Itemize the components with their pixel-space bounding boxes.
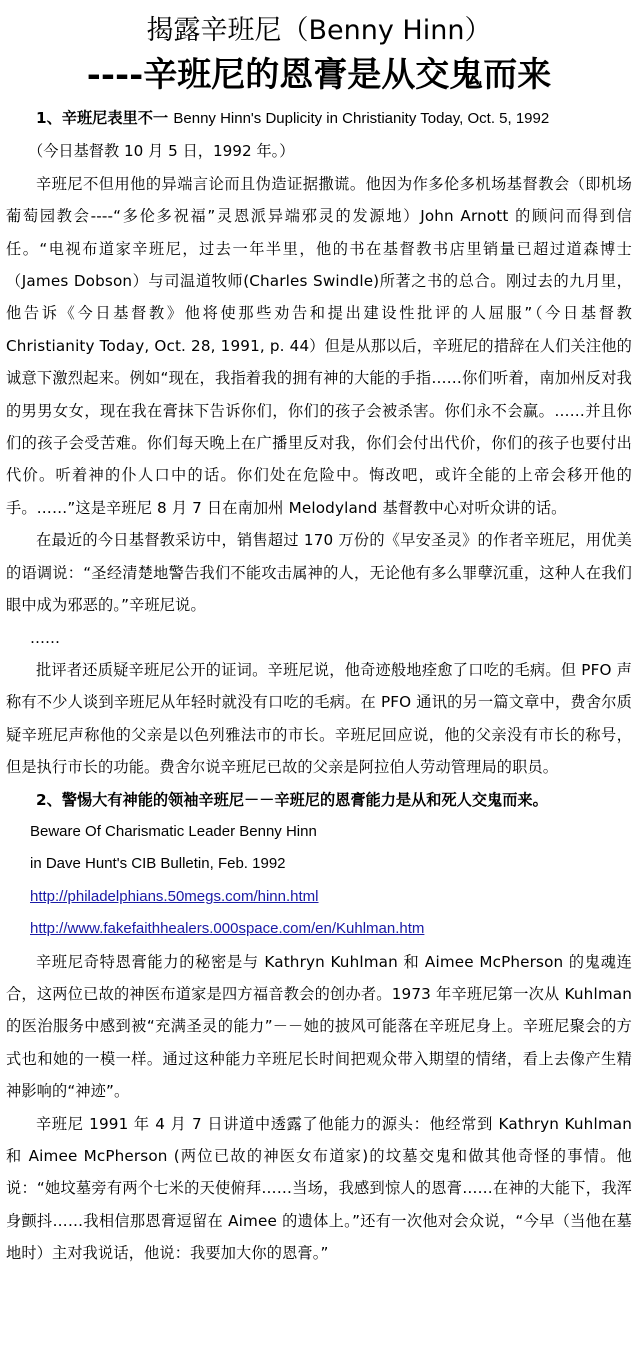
section2-paragraph-1: 辛班尼奇特恩膏能力的秘密是与 Kathryn Kuhlman 和 Aimee McPherson 的鬼魂连合，这两位已故的神医布道家是四方福音教会的创办者。1973 年辛班尼第一次从 Kuhlman 的医治服务中感到被“充满圣灵的能力”－－她的披风可能落在辛班尼身上。辛班尼聚会的方式也和她的一模一样。通过这种能力辛班尼长时间把观众带入期望的情绪，看上去像产生精神影响的“神迹”。 xyxy=(6,952,632,1101)
section1-heading-en: Benny Hinn's Duplicity in Christianity Today, Oct. 5, 1992 xyxy=(173,110,550,127)
section1-subline: （今日基督教 10 月 5 日，1992 年。） xyxy=(28,142,295,161)
section2-link-kuhlman[interactable]: http://www.fakefaithhealers.000space.com/en/Kuhlman.htm xyxy=(30,920,425,938)
section2-source-title: Beware Of Charismatic Leader Benny Hinn xyxy=(30,822,317,840)
section1-heading xyxy=(6,102,632,135)
section2-heading: 2、警惕大有神能的领袖辛班尼－－辛班尼的恩膏能力是从和死人交鬼而来。 xyxy=(36,790,548,809)
section1-paragraph-1: 辛班尼不但用他的异端言论而且伪造证据撒谎。他因为作多伦多机场基督教会（即机场葡萄园教会----“多伦多祝福”灵恩派异端邪灵的发源地）John Arnott 的顾问而得到信任。“电视布道家辛班尼，过去一年半里，他的书在基督教书店里销量已超过道森博士（James Dobson）与司温道牧师(Charles Swindle)所著之书的总合。刚过去的九月里，他告诉《今日基督教》他将使那些劝告和提出建设性批评的人屈服”（今日基督教 Christianity Today, Oct. 28, 1991, p. 44）但是从那以后，辛班尼的措辞在人们关注他的诚意下激烈起来。例如“现在，我指着我的拥有神的大能的手指……你们听着，南加州反对我的男男女女，现在我在膏抹下告诉你们，你们的孩子会被杀害。你们永不会赢。……并且你们的孩子会受苦难。你们每天晚上在广播里反对我，你们会付出代价，你们的孩子也要付出代价。听着神的仆人口中的话。你们处在危险中。悔改吧，或许全能的上帝会移开他的手。……”这是辛班尼 8 月 7 日在南加州 Melodyland 基督教中心对听众讲的话。 xyxy=(6,174,632,517)
section1-paragraph-2: 在最近的今日基督教采访中，销售超过 170 万份的《早安圣灵》的作者辛班尼，用优美的语调说：“圣经清楚地警告我们不能攻击属神的人，无论他有多么罪孽沉重，这种人在我们眼中成为邪恶的。”辛班尼说。 xyxy=(6,531,632,615)
document-subtitle: ----辛班尼的恩膏是从交鬼而来 xyxy=(86,55,552,95)
document-title: 揭露辛班尼（Benny Hinn） xyxy=(146,15,492,46)
section1-paragraph-3: 批评者还质疑辛班尼公开的证词。辛班尼说，他奇迹般地痊愈了口吃的毛病。但 PFO 声称有不少人谈到辛班尼从年轻时就没有口吃的毛病。在 PFO 通讯的另一篇文章中，费舍尔质疑辛班尼声称他的父亲是以色列雅法市的市长。辛班尼回应说，他的父亲没有市长的称号，但是执行市长的功能。费舍尔说辛班尼已故的父亲是阿拉伯人劳动管理局的职员。 xyxy=(6,660,632,777)
section2-paragraph-2: 辛班尼 1991 年 4 月 7 日讲道中透露了他能力的源头：他经常到 Kathryn Kuhlman 和 Aimee McPherson (两位已故的神医女布道家)的坟墓交鬼和做其他奇怪的事情。他说：“她坟墓旁有两个七米的天使俯拜……当场，我感到惊人的恩膏……在神的大能下，我浑身颤抖……我相信那恩膏逗留在 Aimee 的遗体上。”还有一次他对会众说，“今早（当他在墓地时）主对我说话，他说：我要加大你的恩膏。” xyxy=(6,1114,632,1263)
section1-ellipsis: …… xyxy=(30,628,60,647)
section2-link-hinn[interactable]: http://philadelphians.50megs.com/hinn.html xyxy=(30,887,319,905)
section2-source-bulletin: in Dave Hunt's CIB Bulletin, Feb. 1992 xyxy=(30,855,286,873)
section1-heading-cn: 1、辛班尼表里不一 xyxy=(36,109,169,127)
